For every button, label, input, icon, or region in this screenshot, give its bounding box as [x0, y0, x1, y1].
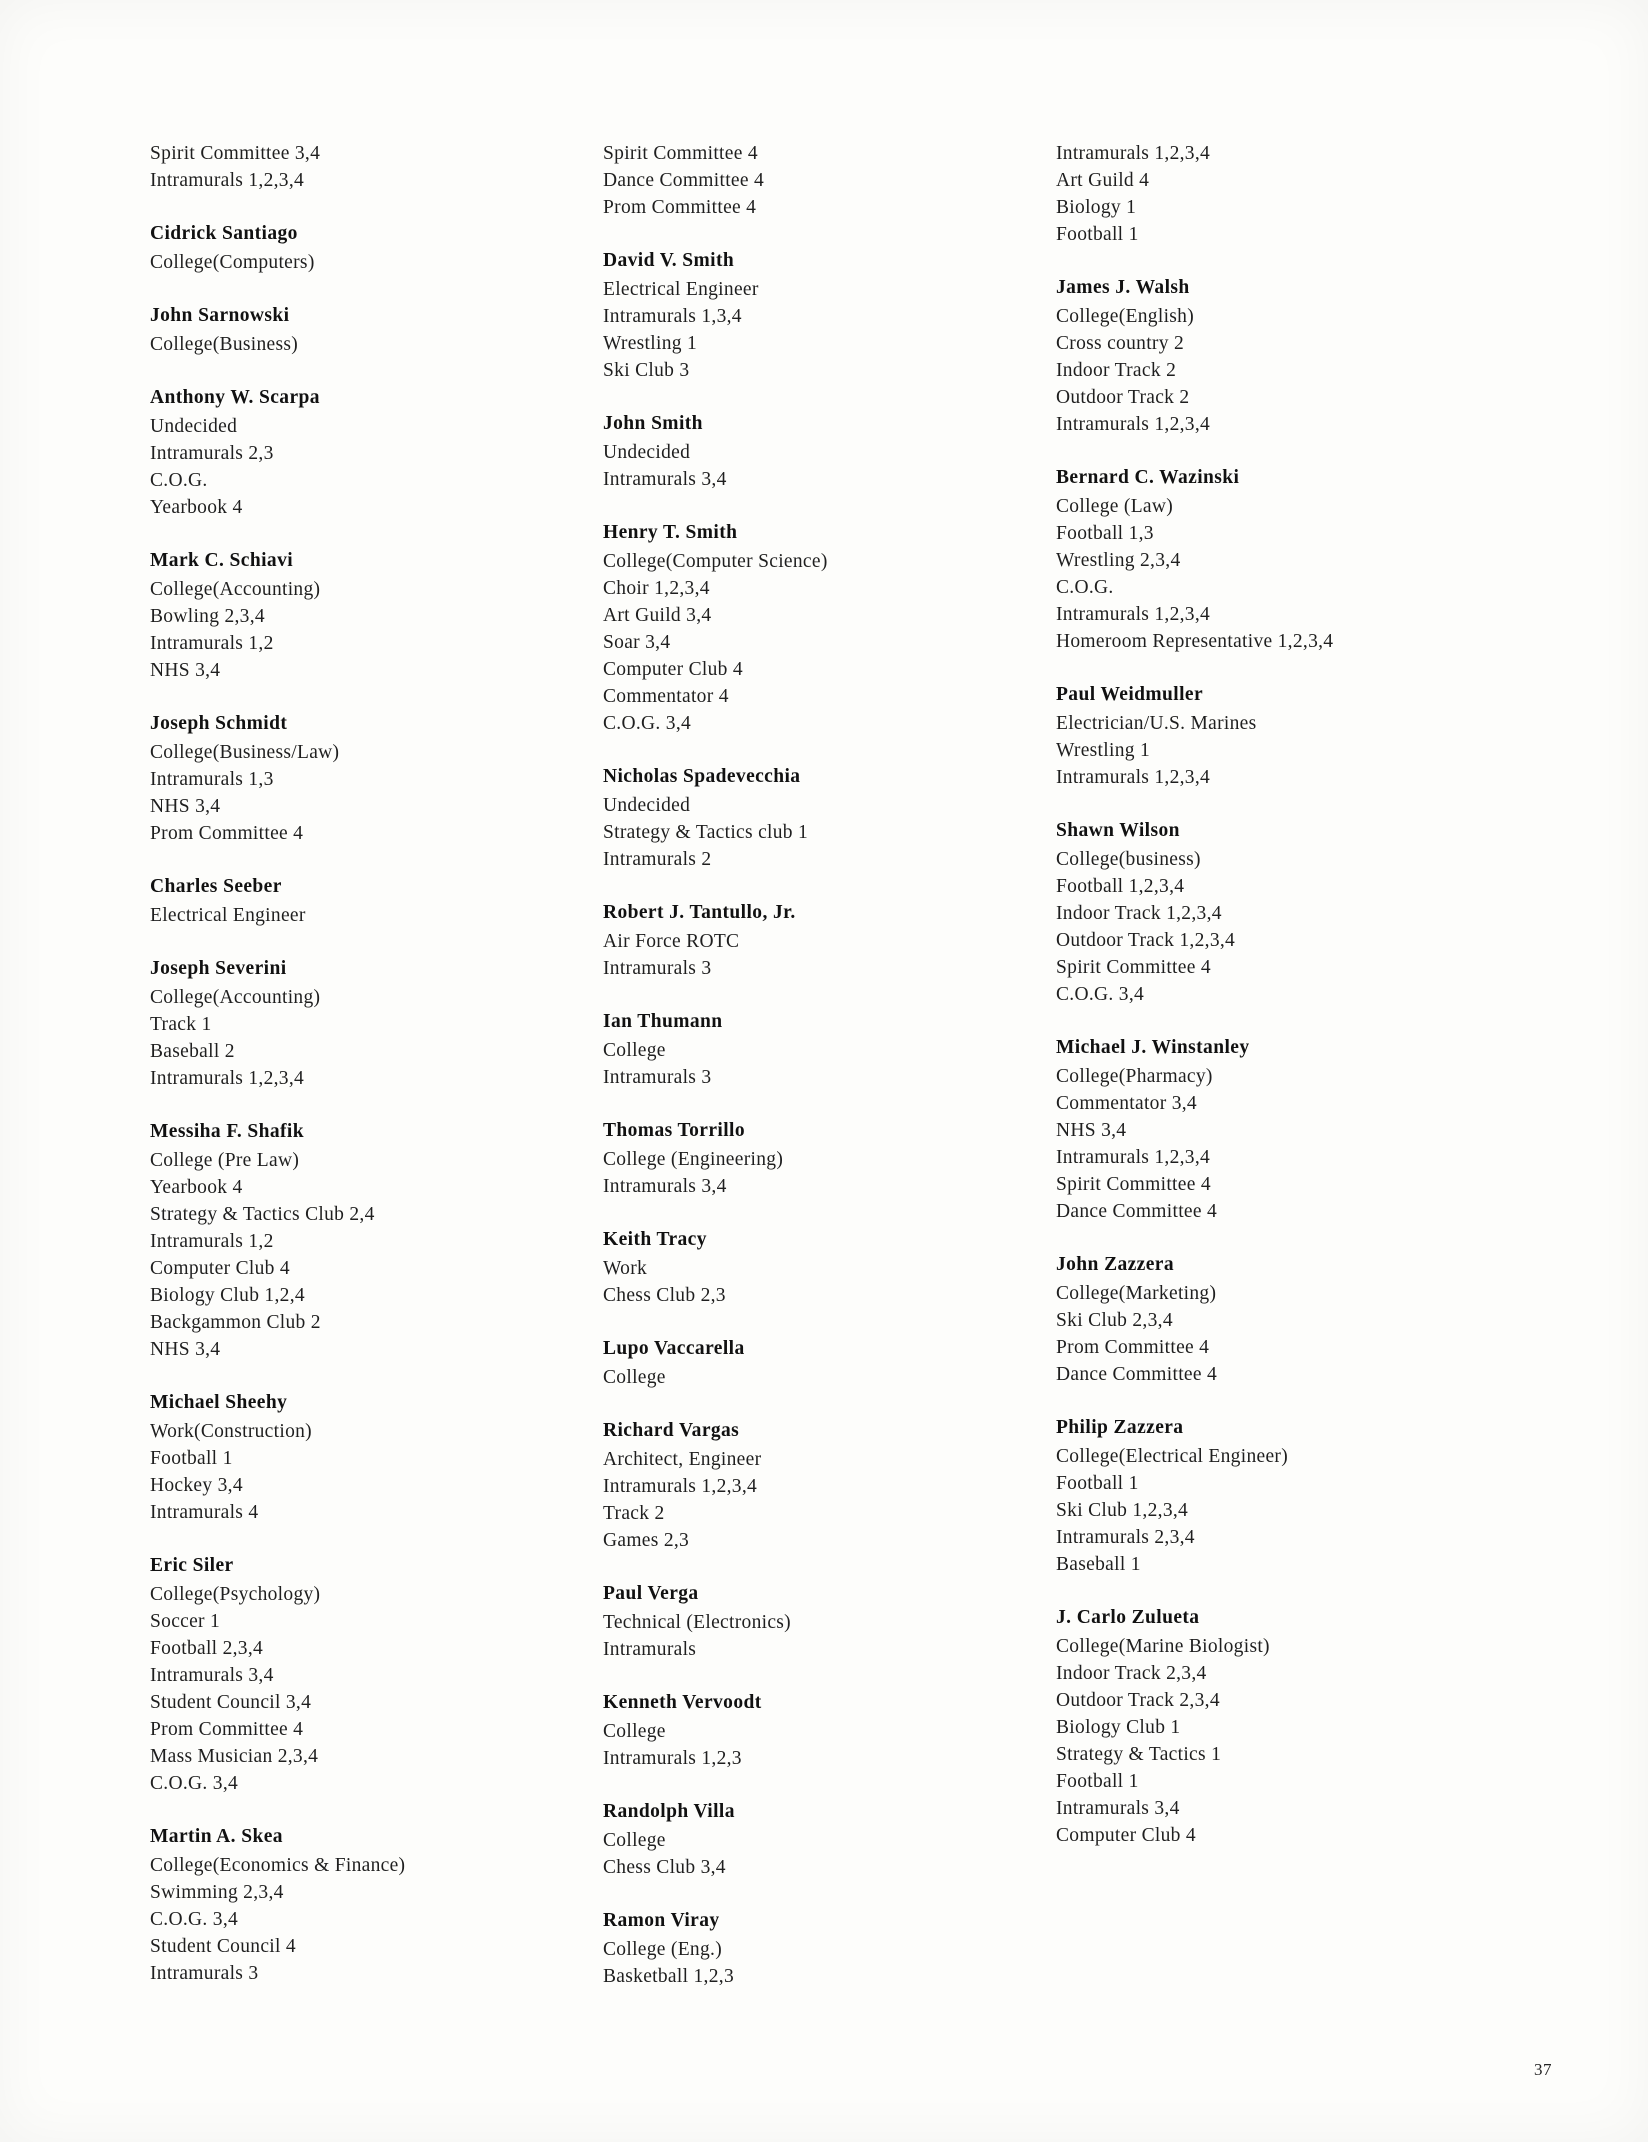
activity-line: Football 1 — [1056, 224, 1139, 245]
activity-line: Wrestling 1 — [1056, 740, 1151, 761]
senior-name: J. Carlo Zulueta — [1056, 1607, 1200, 1628]
listing-column — [150, 140, 603, 2016]
senior-entry — [603, 763, 1032, 873]
activity-line: Wrestling 1 — [603, 333, 698, 354]
activity-line: Track 2 — [603, 1503, 665, 1524]
activity-line: Art Guild 4 — [1056, 170, 1150, 191]
activity-line: Biology 1 — [1056, 197, 1137, 218]
activity-line: Choir 1,2,3,4 — [603, 578, 710, 599]
activity-line: Work(Construction) — [150, 1421, 312, 1442]
activity-line: Biology Club 1 — [1056, 1717, 1181, 1738]
activity-line: Football 1,2,3,4 — [1056, 876, 1185, 897]
senior-entry — [603, 1226, 1032, 1309]
activity-line: Computer Club 4 — [1056, 1825, 1196, 1846]
activity-line: Intramurals 1,2,3,4 — [1056, 414, 1211, 435]
activity-line: Intramurals 3,4 — [603, 469, 727, 490]
senior-entry — [1056, 681, 1485, 791]
senior-entry — [150, 547, 579, 684]
activity-line: Football 1 — [150, 1448, 233, 1469]
activity-line: Prom Committee 4 — [150, 1719, 304, 1740]
activity-line: Electrical Engineer — [150, 905, 306, 926]
activity-line: College(Computers) — [150, 252, 315, 273]
activity-line: C.O.G. — [150, 470, 208, 491]
senior-entry — [603, 1580, 1032, 1663]
activity-line: Prom Committee 4 — [1056, 1337, 1210, 1358]
activity-line: College — [603, 1830, 666, 1851]
senior-name: Nicholas Spadevecchia — [603, 766, 801, 787]
senior-name: Shawn Wilson — [1056, 820, 1180, 841]
activity-line: Biology Club 1,2,4 — [150, 1285, 305, 1306]
activity-line: Ski Club 1,2,3,4 — [1056, 1500, 1189, 1521]
activity-line: C.O.G. — [1056, 577, 1114, 598]
activity-line: Spirit Committee 4 — [1056, 1174, 1211, 1195]
senior-name: John Zazzera — [1056, 1254, 1174, 1275]
senior-name: John Smith — [603, 413, 703, 434]
activity-line: Intramurals 4 — [150, 1502, 259, 1523]
activity-line: Baseball 1 — [1056, 1554, 1141, 1575]
activity-line: Football 1 — [1056, 1771, 1139, 1792]
activity-line: Intramurals 3,4 — [150, 1665, 274, 1686]
listing-column — [1056, 140, 1509, 2016]
activity-line: Intramurals 1,2,3,4 — [1056, 143, 1211, 164]
continued-entry-lines — [150, 140, 579, 194]
senior-name: Joseph Severini — [150, 958, 287, 979]
activity-line: College(English) — [1056, 306, 1195, 327]
activity-line: Prom Committee 4 — [603, 197, 757, 218]
senior-entry — [150, 955, 579, 1092]
senior-entry — [603, 247, 1032, 384]
senior-name: John Sarnowski — [150, 305, 290, 326]
activity-line: Backgammon Club 2 — [150, 1312, 321, 1333]
activity-line: NHS 3,4 — [150, 660, 221, 681]
activity-line: Intramurals 1,3 — [150, 769, 274, 790]
activity-line: NHS 3,4 — [150, 1339, 221, 1360]
senior-entry — [603, 1798, 1032, 1881]
senior-name: Cidrick Santiago — [150, 223, 298, 244]
activity-line: Intramurals 2,3,4 — [1056, 1527, 1195, 1548]
senior-entry — [150, 1389, 579, 1526]
senior-name: David V. Smith — [603, 250, 735, 271]
activity-line: College (Pre Law) — [150, 1150, 300, 1171]
activity-line: Architect, Engineer — [603, 1449, 762, 1470]
activity-line: Spirit Committee 3,4 — [150, 143, 321, 164]
senior-name: Lupo Vaccarella — [603, 1338, 745, 1359]
activity-line: Football 1 — [1056, 1473, 1139, 1494]
activity-line: Soar 3,4 — [603, 632, 671, 653]
activity-line: Outdoor Track 2,3,4 — [1056, 1690, 1220, 1711]
activity-line: Indoor Track 1,2,3,4 — [1056, 903, 1222, 924]
activity-line: Intramurals 1,2,3,4 — [1056, 1147, 1211, 1168]
senior-entry — [603, 1117, 1032, 1200]
activity-line: Student Council 3,4 — [150, 1692, 312, 1713]
activity-line: Intramurals 1,2,3,4 — [150, 1068, 305, 1089]
activity-line: Prom Committee 4 — [150, 823, 304, 844]
senior-name: Paul Weidmuller — [1056, 684, 1204, 705]
senior-entry — [150, 1552, 579, 1797]
activity-line: Undecided — [150, 416, 238, 437]
senior-name: Charles Seeber — [150, 876, 282, 897]
activity-line: Homeroom Representative 1,2,3,4 — [1056, 631, 1334, 652]
activity-line: Intramurals 3 — [150, 1963, 259, 1984]
activity-line: Bowling 2,3,4 — [150, 606, 265, 627]
activity-line: Dance Committee 4 — [603, 170, 765, 191]
activity-line: Track 1 — [150, 1014, 212, 1035]
senior-name: Thomas Torrillo — [603, 1120, 745, 1141]
activity-line: Chess Club 3,4 — [603, 1857, 726, 1878]
activity-line: NHS 3,4 — [150, 796, 221, 817]
activity-line: Spirit Committee 4 — [1056, 957, 1211, 978]
senior-entry — [1056, 1034, 1485, 1225]
senior-entry — [603, 1335, 1032, 1391]
activity-line: Wrestling 2,3,4 — [1056, 550, 1181, 571]
activity-line: Games 2,3 — [603, 1530, 690, 1551]
senior-entry — [603, 899, 1032, 982]
senior-name: Anthony W. Scarpa — [150, 387, 320, 408]
senior-name: Michael Sheehy — [150, 1392, 288, 1413]
activity-line: College(Computer Science) — [603, 551, 828, 572]
activity-line: Intramurals 2 — [603, 849, 712, 870]
senior-entry — [150, 1118, 579, 1363]
activity-line: College(Business) — [150, 334, 299, 355]
activity-line: C.O.G. 3,4 — [1056, 984, 1145, 1005]
activity-line: Intramurals 3,4 — [1056, 1798, 1180, 1819]
senior-listing-columns — [150, 140, 1510, 2016]
senior-entry — [150, 302, 579, 358]
activity-line: C.O.G. 3,4 — [150, 1773, 239, 1794]
activity-line: Yearbook 4 — [150, 497, 243, 518]
activity-line: Spirit Committee 4 — [603, 143, 758, 164]
activity-line: College(Electrical Engineer) — [1056, 1446, 1288, 1467]
senior-name: Michael J. Winstanley — [1056, 1037, 1250, 1058]
activity-line: College(Accounting) — [150, 987, 321, 1008]
activity-line: College(Marketing) — [1056, 1283, 1217, 1304]
activity-line: College(Marine Biologist) — [1056, 1636, 1270, 1657]
activity-line: College — [603, 1721, 666, 1742]
activity-line: Strategy & Tactics 1 — [1056, 1744, 1222, 1765]
activity-line: College(Psychology) — [150, 1584, 321, 1605]
senior-entry — [603, 410, 1032, 493]
activity-line: Outdoor Track 2 — [1056, 387, 1190, 408]
activity-line: Intramurals 3 — [603, 958, 712, 979]
senior-name: Martin A. Skea — [150, 1826, 283, 1847]
senior-entry — [150, 710, 579, 847]
activity-line: Strategy & Tactics Club 2,4 — [150, 1204, 375, 1225]
senior-name: Robert J. Tantullo, Jr. — [603, 902, 796, 923]
senior-entry — [603, 1689, 1032, 1772]
activity-line: Computer Club 4 — [603, 659, 743, 680]
activity-line: Hockey 3,4 — [150, 1475, 243, 1496]
senior-name: Eric Siler — [150, 1555, 234, 1576]
senior-entry — [150, 220, 579, 276]
activity-line: College(Pharmacy) — [1056, 1066, 1213, 1087]
senior-name: Philip Zazzera — [1056, 1417, 1184, 1438]
activity-line: Electrical Engineer — [603, 279, 759, 300]
senior-name: Mark C. Schiavi — [150, 550, 294, 571]
senior-entry — [1056, 817, 1485, 1008]
activity-line: Electrician/U.S. Marines — [1056, 713, 1257, 734]
activity-line: Soccer 1 — [150, 1611, 221, 1632]
senior-name: Kenneth Vervoodt — [603, 1692, 762, 1713]
activity-line: Ski Club 3 — [603, 360, 690, 381]
senior-entry — [1056, 1414, 1485, 1578]
activity-line: Cross country 2 — [1056, 333, 1184, 354]
activity-line: College(business) — [1056, 849, 1201, 870]
activity-line: College — [603, 1040, 666, 1061]
activity-line: Indoor Track 2,3,4 — [1056, 1663, 1207, 1684]
senior-name: Randolph Villa — [603, 1801, 735, 1822]
activity-line: Intramurals 1,2,3,4 — [1056, 604, 1211, 625]
page-number: 37 — [1534, 2060, 1552, 2079]
activity-line: Art Guild 3,4 — [603, 605, 712, 626]
activity-line: College(Accounting) — [150, 579, 321, 600]
activity-line: Intramurals 1,2 — [150, 1231, 274, 1252]
senior-entry — [1056, 274, 1485, 438]
activity-line: Technical (Electronics) — [603, 1612, 791, 1633]
activity-line: College(Economics & Finance) — [150, 1855, 406, 1876]
activity-line: Work — [603, 1258, 648, 1279]
activity-line: Commentator 4 — [603, 686, 729, 707]
activity-line: Swimming 2,3,4 — [150, 1882, 284, 1903]
activity-line: Intramurals 1,2,3,4 — [603, 1476, 758, 1497]
activity-line: Air Force ROTC — [603, 931, 740, 952]
listing-column — [603, 140, 1056, 2016]
senior-name: Joseph Schmidt — [150, 713, 288, 734]
activity-line: Ski Club 2,3,4 — [1056, 1310, 1173, 1331]
senior-entry — [603, 1907, 1032, 1990]
senior-entry — [1056, 1251, 1485, 1388]
activity-line: Yearbook 4 — [150, 1177, 243, 1198]
senior-name: Ramon Viray — [603, 1910, 720, 1931]
continued-entry-lines — [603, 140, 1032, 221]
activity-line: Intramurals 3,4 — [603, 1176, 727, 1197]
activity-line: C.O.G. 3,4 — [603, 713, 692, 734]
activity-line: College — [603, 1367, 666, 1388]
activity-line: Dance Committee 4 — [1056, 1201, 1218, 1222]
activity-line: Intramurals 1,2,3 — [603, 1748, 742, 1769]
senior-entry — [603, 519, 1032, 737]
continued-entry-lines — [1056, 140, 1485, 248]
activity-line: Intramurals 1,2,3,4 — [1056, 767, 1211, 788]
activity-line: Football 2,3,4 — [150, 1638, 264, 1659]
senior-name: James J. Walsh — [1056, 277, 1190, 298]
activity-line: C.O.G. 3,4 — [150, 1909, 239, 1930]
activity-line: College (Engineering) — [603, 1149, 784, 1170]
activity-line: Basketball 1,2,3 — [603, 1966, 734, 1987]
senior-entry — [603, 1417, 1032, 1554]
activity-line: Indoor Track 2 — [1056, 360, 1177, 381]
senior-name: Bernard C. Wazinski — [1056, 467, 1240, 488]
senior-name: Richard Vargas — [603, 1420, 740, 1441]
activity-line: Undecided — [603, 795, 691, 816]
activity-line: Computer Club 4 — [150, 1258, 290, 1279]
activity-line: College (Law) — [1056, 496, 1174, 517]
activity-line: Football 1,3 — [1056, 523, 1154, 544]
activity-line: Undecided — [603, 442, 691, 463]
senior-entry — [1056, 464, 1485, 655]
activity-line: Intramurals 1,2 — [150, 633, 274, 654]
activity-line: Intramurals 1,2,3,4 — [150, 170, 305, 191]
senior-name: Henry T. Smith — [603, 522, 738, 543]
senior-name: Keith Tracy — [603, 1229, 707, 1250]
activity-line: Intramurals — [603, 1639, 697, 1660]
activity-line: Intramurals 1,3,4 — [603, 306, 742, 327]
activity-line: NHS 3,4 — [1056, 1120, 1127, 1141]
activity-line: Intramurals 3 — [603, 1067, 712, 1088]
senior-entry — [150, 1823, 579, 1987]
activity-line: Intramurals 2,3 — [150, 443, 274, 464]
activity-line: Commentator 3,4 — [1056, 1093, 1197, 1114]
activity-line: Student Council 4 — [150, 1936, 296, 1957]
activity-line: Mass Musician 2,3,4 — [150, 1746, 319, 1767]
activity-line: Dance Committee 4 — [1056, 1364, 1218, 1385]
activity-line: Strategy & Tactics club 1 — [603, 822, 809, 843]
senior-entry — [150, 384, 579, 521]
senior-name: Ian Thumann — [603, 1011, 723, 1032]
senior-entry — [603, 1008, 1032, 1091]
activity-line: College (Eng.) — [603, 1939, 723, 1960]
activity-line: Outdoor Track 1,2,3,4 — [1056, 930, 1236, 951]
activity-line: Baseball 2 — [150, 1041, 235, 1062]
senior-name: Messiha F. Shafik — [150, 1121, 304, 1142]
senior-entry — [1056, 1604, 1485, 1849]
senior-entry — [150, 873, 579, 929]
activity-line: Chess Club 2,3 — [603, 1285, 726, 1306]
activity-line: College(Business/Law) — [150, 742, 340, 763]
senior-name: Paul Verga — [603, 1583, 699, 1604]
